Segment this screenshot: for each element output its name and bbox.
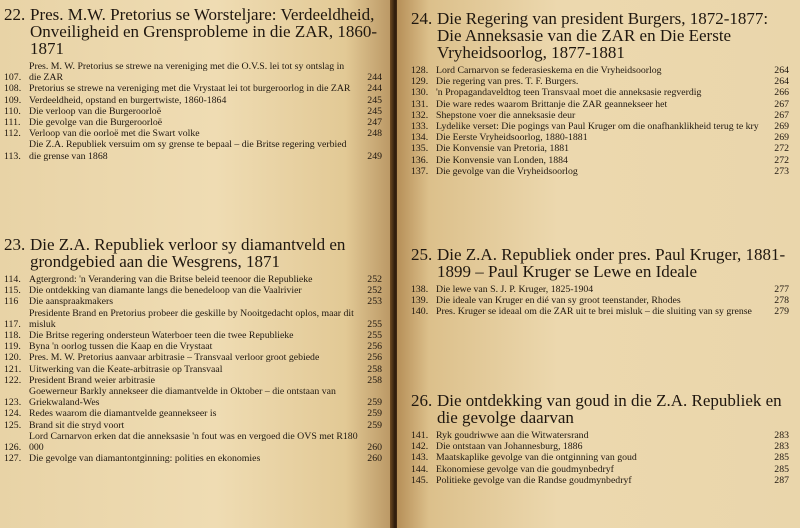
toc-entry xyxy=(4,139,382,161)
entry-number: 116 xyxy=(4,296,19,308)
toc-entry xyxy=(4,386,382,408)
entry-title: 'n Propagandaveldtog teen Transvaal moet die anneksasie regverdig xyxy=(436,87,702,99)
entry-number: 122. xyxy=(4,374,22,386)
entry-page-number: 267 xyxy=(774,109,789,121)
entry-page-number: 245 xyxy=(367,105,382,117)
entry-number: 109. xyxy=(4,94,22,106)
toc-entry xyxy=(411,76,789,87)
chapter-heading xyxy=(411,392,789,426)
entry-title: Die gevolge van diamantontginning: polities en ekonomies xyxy=(29,453,261,465)
entry-number: 112. xyxy=(4,128,21,140)
entry-page-number: 255 xyxy=(367,318,382,330)
entry-title: Pres. M. W. Pretorius aanvaar arbitrasie – Transvaal verloor groot gebiede xyxy=(29,352,320,364)
entry-title: Shepstone voer die anneksasie deur xyxy=(436,109,576,121)
entry-number: 121. xyxy=(4,363,22,375)
entry-number: 117. xyxy=(4,318,21,330)
entry-page-number: 272 xyxy=(774,154,789,166)
entry-number: 129. xyxy=(411,76,429,88)
toc-entry xyxy=(411,166,789,177)
toc-entry xyxy=(411,441,789,452)
entry-title: Maatskaplike gevolge van die ontginning van goud xyxy=(436,452,637,464)
entry-title: Die Britse regering ondersteun Waterboer teen die twee Republieke xyxy=(29,330,294,342)
toc-entry xyxy=(411,65,789,76)
chapter-heading xyxy=(4,6,382,57)
chapter-title: Die Z.A. Republiek onder pres. Paul Kruger, 1881-1899 – Paul Kruger se Lewe en Ideale xyxy=(437,245,786,281)
toc-entry xyxy=(411,155,789,166)
entry-title: Presidente Brand en Pretorius probeer die geskille by Nooitgedacht oplos, maar dit misluk xyxy=(29,307,354,330)
entry-page-number: 252 xyxy=(367,274,382,285)
toc-entry xyxy=(411,132,789,143)
toc-entry xyxy=(411,143,789,154)
entry-page-number: 283 xyxy=(774,441,789,453)
chapter-23 xyxy=(4,236,382,464)
toc-entry xyxy=(411,295,789,306)
toc-entry xyxy=(4,106,382,117)
entry-number: 108. xyxy=(4,83,22,95)
entry-title: Ekonomiese gevolge van die goudmynbedryf xyxy=(436,463,614,475)
toc-entry xyxy=(411,475,789,486)
toc-entry xyxy=(4,408,382,419)
entry-title: Die Z.A. Republiek versuim om sy grense te bepaal – die Britse regering verbied die grense van 1868 xyxy=(29,139,347,162)
toc-entry xyxy=(4,420,382,431)
toc-entry xyxy=(411,452,789,463)
entry-page-number: 279 xyxy=(774,306,789,318)
toc-entry xyxy=(411,306,789,317)
toc-entry xyxy=(4,431,382,453)
entry-title: Lord Carnarvon se federasieskema en die Vryheidsoorlog xyxy=(436,65,662,76)
toc-entry xyxy=(411,110,789,121)
entry-number: 124. xyxy=(4,408,22,420)
entry-number: 125. xyxy=(4,419,22,431)
toc-entry xyxy=(4,83,382,94)
entry-number: 131. xyxy=(411,98,429,110)
entry-page-number: 258 xyxy=(367,363,382,375)
chapter-title: Pres. M.W. Pretorius se Worsteljare: Verdeeldheid, Onveiligheid en Grensprobleme in die ZAR, 1860-1871 xyxy=(30,5,378,58)
entry-title: Die ideale van Kruger en dié van sy groot teenstander, Rhodes xyxy=(436,295,681,307)
entry-title: Die Eerste Vryheidsoorlog, 1880-1881 xyxy=(436,132,588,144)
toc-entry xyxy=(4,330,382,341)
toc-entry xyxy=(4,364,382,375)
entry-number: 115. xyxy=(4,285,21,297)
entry-title: Die Konvensie van Pretoria, 1881 xyxy=(436,143,570,155)
entry-page-number: 267 xyxy=(774,98,789,110)
toc-entry xyxy=(4,352,382,363)
entry-page-number: 244 xyxy=(367,83,382,95)
entry-title: Die verloop van die Burgeroorloë xyxy=(29,105,162,117)
entry-title: Die lewe van S. J. P. Kruger, 1825-1904 xyxy=(436,284,594,295)
entry-number: 118. xyxy=(4,330,21,342)
entry-title: Die ware redes waarom Brittanje die ZAR geannekseer het xyxy=(436,98,668,110)
entry-title: Die aanspraakmakers xyxy=(29,296,114,308)
entry-page-number: 260 xyxy=(367,453,382,465)
chapter-title: Die Z.A. Republiek verloor sy diamantveld en grondgebied aan die Wesgrens, 1871 xyxy=(30,235,346,271)
entry-list xyxy=(411,284,789,318)
toc-entry xyxy=(4,128,382,139)
chapter-title: Die Regering van president Burgers, 1872-1877: Die Anneksasie van die ZAR en Die Eerste Vryheidsoorlog, 1877-1881 xyxy=(437,9,769,62)
chapter-24 xyxy=(411,10,789,177)
entry-number: 130. xyxy=(411,87,429,99)
entry-list xyxy=(411,430,789,486)
toc-entry xyxy=(4,341,382,352)
toc-entry xyxy=(4,285,382,296)
entry-list xyxy=(4,274,382,464)
entry-title: Goewerneur Barkly annekseer die diamantvelde in Oktober – die ontstaan van Griekwaland-Wes xyxy=(29,386,336,409)
entry-title: Verloop van die oorloë met die Swart volke xyxy=(29,128,200,140)
chapter-heading xyxy=(411,246,789,280)
chapter-number: 26. xyxy=(411,391,433,410)
entry-number: 126. xyxy=(4,442,22,454)
entry-number: 120. xyxy=(4,352,22,364)
entry-title: Agtergrond: 'n Verandering van die Britse beleid teenoor die Republieke xyxy=(29,274,313,285)
entry-page-number: 272 xyxy=(774,143,789,155)
entry-page-number: 256 xyxy=(367,341,382,353)
entry-list xyxy=(4,61,382,162)
left-page xyxy=(0,0,393,528)
entry-page-number: 278 xyxy=(774,295,789,307)
entry-page-number: 247 xyxy=(367,117,382,129)
entry-number: 135. xyxy=(411,143,429,155)
entry-page-number: 249 xyxy=(367,150,382,162)
entry-page-number: 273 xyxy=(774,165,789,177)
chapter-26 xyxy=(411,392,789,486)
entry-number: 123. xyxy=(4,397,22,409)
chapter-number: 25. xyxy=(411,245,433,264)
entry-number: 140. xyxy=(411,306,429,318)
toc-entry xyxy=(4,274,382,285)
toc-entry xyxy=(411,284,789,295)
entry-page-number: 258 xyxy=(367,374,382,386)
chapter-heading xyxy=(4,236,382,270)
entry-title: Ryk goudriwwe aan die Witwatersrand xyxy=(436,430,589,441)
entry-title: Die gevolge van die Burgeroorloë xyxy=(29,117,163,129)
entry-page-number: 266 xyxy=(774,87,789,99)
entry-page-number: 264 xyxy=(774,76,789,88)
entry-page-number: 285 xyxy=(774,463,789,475)
chapter-number: 24. xyxy=(411,9,433,28)
entry-number: 134. xyxy=(411,132,429,144)
toc-entry xyxy=(4,375,382,386)
entry-title: Pres. Kruger se ideaal om die ZAR uit te brei misluk – die sluiting van sy grense xyxy=(436,306,752,318)
toc-entry xyxy=(4,308,382,330)
entry-title: Lydelike verset: Die pogings van Paul Kruger om die onafhanklikheid terug te kry xyxy=(436,121,759,133)
entry-number: 127. xyxy=(4,453,22,465)
entry-page-number: 255 xyxy=(367,330,382,342)
entry-page-number: 253 xyxy=(367,296,382,308)
toc-entry xyxy=(411,430,789,441)
entry-number: 107. xyxy=(4,72,22,84)
entry-title: Uitwerking van die Keate-arbitrasie op Transvaal xyxy=(29,363,223,375)
entry-page-number: 245 xyxy=(367,94,382,106)
entry-number: 145. xyxy=(411,474,429,486)
entry-number: 136. xyxy=(411,154,429,166)
entry-page-number: 269 xyxy=(774,132,789,144)
entry-number: 144. xyxy=(411,463,429,475)
entry-page-number: 277 xyxy=(774,284,789,295)
entry-number: 133. xyxy=(411,121,429,133)
entry-title: Die ontstaan van Johannesburg, 1886 xyxy=(436,441,583,453)
toc-entry xyxy=(4,95,382,106)
entry-title: Die regering van pres. T. F. Burgers. xyxy=(436,76,579,88)
entry-title: Die Konvensie van Londen, 1884 xyxy=(436,154,568,166)
entry-number: 138. xyxy=(411,284,429,295)
entry-number: 128. xyxy=(411,65,429,76)
chapter-title: Die ontdekking van goud in die Z.A. Republiek en die gevolge daarvan xyxy=(437,391,782,427)
entry-page-number: 256 xyxy=(367,352,382,364)
entry-page-number: 259 xyxy=(367,408,382,420)
entry-page-number: 252 xyxy=(367,285,382,297)
entry-title: Die ontdekking van diamante langs die benedeloop van die Vaalrivier xyxy=(29,285,302,297)
entry-number: 139. xyxy=(411,295,429,307)
entry-title: Byna 'n oorlog tussen die Kaap en die Vrystaat xyxy=(29,341,213,353)
entry-page-number: 287 xyxy=(774,474,789,486)
entry-page-number: 285 xyxy=(774,452,789,464)
chapter-22 xyxy=(4,6,382,162)
chapter-number: 23. xyxy=(4,235,26,254)
toc-entry xyxy=(4,117,382,128)
entry-list xyxy=(411,65,789,177)
entry-page-number: 244 xyxy=(367,72,382,84)
entry-number: 141. xyxy=(411,430,429,441)
toc-entry xyxy=(4,453,382,464)
entry-page-number: 264 xyxy=(774,65,789,76)
chapter-heading xyxy=(411,10,789,61)
entry-number: 143. xyxy=(411,452,429,464)
entry-number: 113. xyxy=(4,150,21,162)
entry-number: 111. xyxy=(4,117,21,129)
right-page xyxy=(397,0,800,528)
chapter-25 xyxy=(411,246,789,318)
entry-title: Die gevolge van die Vryheidsoorlog xyxy=(436,165,578,177)
entry-number: 132. xyxy=(411,109,429,121)
toc-entry xyxy=(4,296,382,307)
entry-title: Verdeeldheid, opstand en burgertwiste, 1860-1864 xyxy=(29,94,227,106)
entry-number: 142. xyxy=(411,441,429,453)
entry-title: President Brand weier arbitrasie xyxy=(29,374,155,386)
entry-title: Brand sit die stryd voort xyxy=(29,419,125,431)
entry-title: Lord Carnarvon erken dat die anneksasie 'n fout was en vergoed die OVS met R180 000 xyxy=(29,430,358,454)
entry-page-number: 283 xyxy=(774,430,789,441)
entry-number: 110. xyxy=(4,105,21,117)
entry-number: 119. xyxy=(4,341,21,353)
entry-title: Politieke gevolge van die Randse goudmynbedryf xyxy=(436,474,632,486)
entry-page-number: 259 xyxy=(367,397,382,409)
entry-number: 137. xyxy=(411,165,429,177)
chapter-number: 22. xyxy=(4,5,26,24)
entry-title: Pretorius se strewe na vereniging met die Vrystaat lei tot burgeroorlog in die ZAR xyxy=(29,83,351,95)
toc-entry xyxy=(411,87,789,98)
toc-entry xyxy=(4,61,382,83)
entry-number: 114. xyxy=(4,274,21,285)
entry-page-number: 260 xyxy=(367,442,382,454)
entry-page-number: 269 xyxy=(774,121,789,133)
toc-entry xyxy=(411,99,789,110)
entry-title: Redes waarom die diamantvelde geannekseer is xyxy=(29,408,217,420)
entry-title: Pres. M. W. Pretorius se strewe na vereniging met die O.V.S. lei tot sy ontslag in die ZAR xyxy=(29,61,345,84)
entry-page-number: 259 xyxy=(367,419,382,431)
toc-entry xyxy=(411,121,789,132)
toc-entry xyxy=(411,464,789,475)
entry-page-number: 248 xyxy=(367,128,382,140)
